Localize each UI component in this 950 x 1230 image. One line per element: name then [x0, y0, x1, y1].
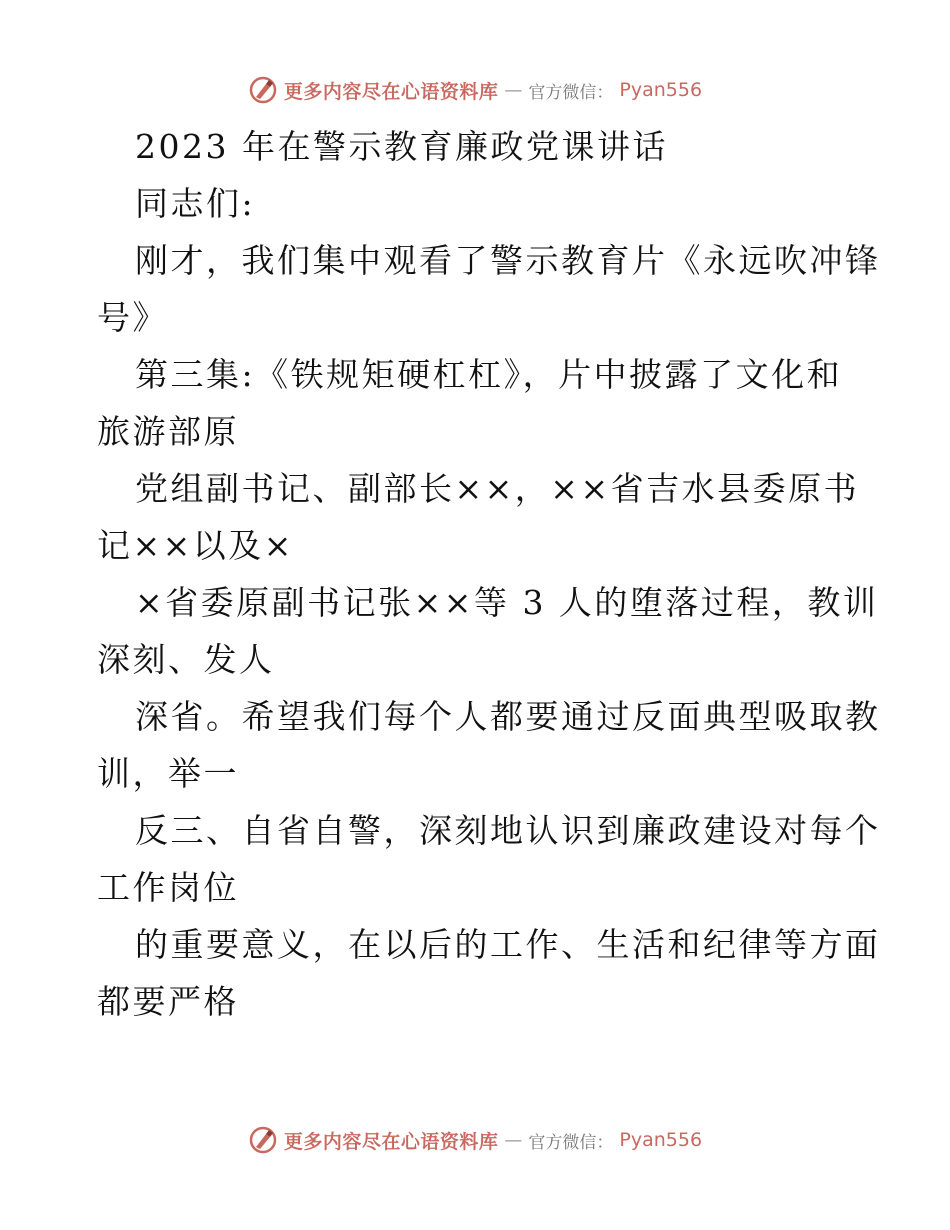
paragraph-line: 刚才，我们集中观看了警示教育片《永远吹冲锋 [135, 241, 881, 280]
banner-slogan: 更多内容尽在心语资料库 [283, 80, 499, 103]
paragraph-line: 深省。希望我们每个人都要通过反面典型吸取教 [135, 697, 881, 736]
banner-wechat-label: 官方微信： [528, 82, 614, 103]
salutation: 同志们: [135, 184, 256, 223]
brand-logo-icon [248, 75, 278, 105]
banner-slogan: 更多内容尽在心语资料库 [283, 1130, 499, 1153]
banner-wechat-id: Pyan556 [619, 79, 703, 101]
brand-logo-icon [248, 1125, 278, 1155]
banner-separator: — [504, 1129, 523, 1151]
paragraph-line: 工作岗位 [97, 868, 239, 907]
paragraph-line: 反三、自省自警，深刻地认识到廉政建设对每个 [135, 811, 881, 850]
paragraph-line: 党组副书记、副部长××，××省吉水县委原书 [135, 469, 860, 508]
banner-wechat-id: Pyan556 [619, 1129, 703, 1151]
banner-wechat-label: 官方微信： [528, 1132, 614, 1153]
document-title: 2023 年在警示教育廉政党课讲话 [135, 127, 668, 166]
paragraph-line: 号》 [97, 298, 168, 337]
paragraph-line: 旅游部原 [97, 412, 239, 451]
paragraph-line: 训，举一 [97, 754, 239, 793]
paragraph-line: 的重要意义，在以后的工作、生活和纪律等方面 [135, 925, 881, 964]
paragraph-line: 记××以及× [97, 526, 294, 565]
paragraph-line: 第三集:《铁规矩硬杠杠》，片中披露了文化和 [135, 355, 843, 394]
header-watermark-banner [0, 70, 950, 110]
paragraph-line: 都要严格 [97, 982, 239, 1021]
document-body [97, 118, 881, 1030]
footer-watermark-banner [0, 1120, 950, 1160]
banner-separator: — [504, 79, 523, 101]
paragraph-line: ×省委原副书记张××等 3 人的堕落过程，教训 [135, 583, 879, 622]
paragraph-line: 深刻、发人 [97, 640, 275, 679]
